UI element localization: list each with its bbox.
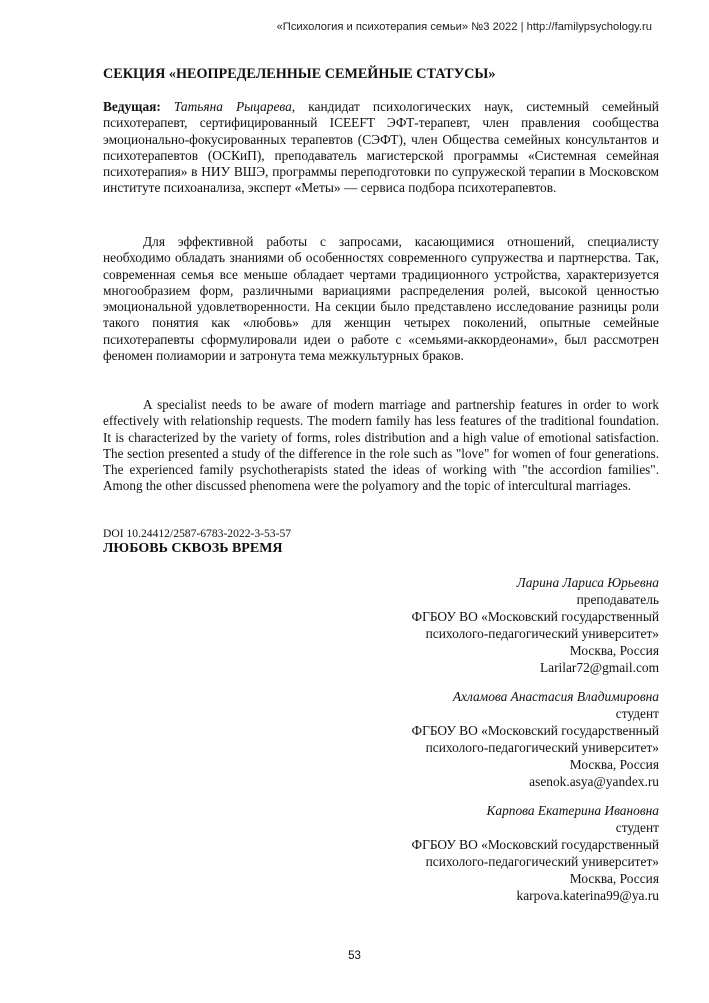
author-email: Larilar72@gmail.com bbox=[539, 660, 659, 675]
host-description: кандидат психологических наук, системный семейный психотерапевт, сертифицированный ICEEFT ЭФТ-терапевт, член правления сообщества эмоционально-фокусированных терапевтов (СЭФТ), член Общества семейных консультантов и психотерапевтов (ОСКиП), преподаватель магистерской программы «Системная семейная психотерапия» в НИУ ВШЭ, программы переподготовки по супружеской терапии в Московском институте психоанализа, эксперт «Меты» — сервиса подбора психотерапевтов. bbox=[103, 99, 659, 196]
article-doi: DOI 10.24412/2587-6783-2022-3-53-57 bbox=[103, 527, 292, 540]
host-paragraph bbox=[103, 99, 659, 197]
running-header: «Психология и психотерапия семьи» №3 2022 | http://familypsychology.ru bbox=[276, 21, 652, 33]
author-position: студент bbox=[615, 706, 659, 721]
author-block bbox=[412, 688, 659, 790]
abstract-ru: Для эффективной работы с запросами, касающимися отношений, специалисту необходимо обладать знаниями об особенностях современного супружества и партнерства. Так, современная семья все меньше обладает чертами традиционного устройства, характеризуется многообразием форм, различными вариациями распределения ролей, высокой ценностью эмоциональной удовлетворенности. На секции было представлено исследование разницы роли такого понятия как «любовь» для женщин четырех поколений, опытные семейные психотерапевты сформулировали идеи о работе с «семьями-аккордеонами», был рассмотрен феномен полиамории и затронута тема межкультурных браков. bbox=[103, 234, 659, 364]
author-block bbox=[412, 574, 659, 676]
abstract-en: A specialist needs to be aware of modern marriage and partnership features in order to work effectively with relationship requests. The modern family has less features of the traditional foundation. It is characterized by the variety of forms, roles distribution and a high value of emotional satisfaction. The section presented a study of the difference in the role such as "love" for women of four generations. The experienced family psychotherapists stated the ideas of working with "the accordion families". Among the other discussed phenomena were the polyamory and the topic of intercultural marriages. bbox=[103, 397, 659, 494]
author-position: студент bbox=[615, 820, 659, 835]
author-city: Москва, Россия bbox=[569, 871, 659, 886]
author-organization: ФГБОУ ВО «Московский государственный bbox=[411, 837, 659, 852]
author-name: Карпова Екатерина Ивановна bbox=[486, 803, 659, 818]
author-organization: психолого-педагогический университет» bbox=[425, 626, 659, 641]
page-number: 53 bbox=[348, 950, 361, 962]
host-name: Татьяна Рыцарева, bbox=[173, 99, 296, 114]
section-title: СЕКЦИЯ «НЕОПРЕДЕЛЕННЫЕ СЕМЕЙНЫЕ СТАТУСЫ» bbox=[103, 66, 496, 82]
author-city: Москва, Россия bbox=[569, 643, 659, 658]
author-organization: ФГБОУ ВО «Московский государственный bbox=[411, 609, 659, 624]
author-organization: ФГБОУ ВО «Московский государственный bbox=[411, 723, 659, 738]
article-title: ЛЮБОВЬ СКВОЗЬ ВРЕМЯ bbox=[103, 541, 283, 556]
host-label: Ведущая: bbox=[103, 99, 161, 114]
author-email: asenok.asya@yandex.ru bbox=[529, 774, 659, 789]
author-block bbox=[412, 802, 659, 904]
author-email: karpova.katerina99@ya.ru bbox=[516, 888, 659, 903]
author-organization: психолого-педагогический университет» bbox=[425, 854, 659, 869]
author-name: Ларина Лариса Юрьевна bbox=[516, 575, 659, 590]
author-position: преподаватель bbox=[576, 592, 659, 607]
author-organization: психолого-педагогический университет» bbox=[425, 740, 659, 755]
author-city: Москва, Россия bbox=[569, 757, 659, 772]
author-name: Ахламова Анастасия Владимировна bbox=[452, 689, 659, 704]
